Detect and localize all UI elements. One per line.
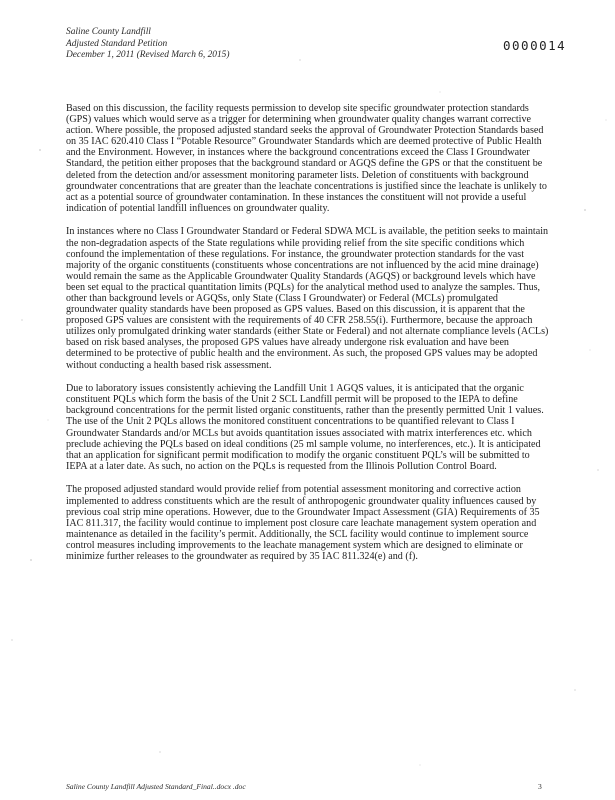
document-header [66,27,230,62]
footer-page-number: 3 [538,782,542,791]
paragraph-non-degradation: In instances where no Class I Groundwater Standard or Federal SDWA MCL is available, the petition seeks to maintain the non-degradation aspects of the State regulations while providing relief from the site specific conditions which confound the implementation of these regulations. For instance, the groundwater protection standards for the vast majority of the organic constituents (constituents whose concentrations are not influenced by the acid mine drainage) would remain the same as the Applicable Groundwater Quality Standards (AGQS) or background levels which have been set equal to the practical quantitation limits (PQLs) for the analytical method used to analyze the samples. Thus, other than background levels or AGQSs, only State (Class I Groundwater) or Federal (MCLs) promulgated groundwater quality standards have been proposed as GPS values. Based on this discussion, it is apparent that the proposed GPS values are consistent with the requirements of 40 CFR 258.55(i). Furthermore, because the approach utilizes only promulgated drinking water standards (either State or Federal) and not alternate compliance levels (ACLs) based on risk based analyses, the proposed GPS values have already undergone risk evaluation and have been determined to be protective of public health and the environment. As such, the proposed GPS values may be adopted without conducting a health based risk assessment. [66,226,549,371]
footer-filename: Saline County Landfill Adjusted Standard_Final..docx .doc [66,782,246,791]
paragraph-gps-values: Based on this discussion, the facility requests permission to develop site specific groundwater protection standards (GPS) values which would serve as a trigger for determining when groundwater quality changes warrant corrective action. Where possible, the proposed adjusted standard seeks the approval of Groundwater Protection Standards based on 35 IAC 620.410 Class I “Potable Resource” Groundwater Standards which are deemed protective of Public Health and the Environment. However, in instances where the background concentrations exceed the Class I Groundwater Standard, the petition either proposes that the background standard or AGQS define the GPS or that the constituent be deleted from the detection and/or assessment monitoring parameter lists. Deletion of constituents with background groundwater concentrations that are greater than the leachate concentrations is justified since the leachate is unlikely to act as a potential source of groundwater contamination. In these instances the constituent will not provide a useful indication of potential landfill influences on groundwater quality. [66,103,547,214]
paragraph-laboratory-pqls: Due to laboratory issues consistently achieving the Landfill Unit 1 AGQS values, it is anticipated that the organic constituent PQLs which form the basis of the Unit 2 SCL Landfill permit will be proposed to the IEPA to define background concentrations for the permit listed organic constituents, rather than the presently permitted Unit 1 values. The use of the Unit 2 PQLs allows the monitored constituent concentrations to be quantified relevant to Class I Groundwater Standards and/or MCLs but avoids quantitation issues associated with matrix interferences etc. which preclude achieving the PQLs based on ideal conditions (25 ml sample volume, no interferences, etc.). It is anticipated that an application for significant permit modification to modify the organic constituent PQL’s will be submitted to IEPA at a later date. As such, no action on the PQLs is requested from the Illinois Pollution Control Board. [66,383,544,472]
header-facility: Saline County Landfill [66,27,151,37]
header-document-title: Adjusted Standard Petition [66,38,168,49]
paragraph-relief-corrective-action: The proposed adjusted standard would provide relief from potential assessment monitoring and corrective action implemented to address constituents which are the result of anthropogenic groundwater quality influences caused by previous coal strip mine operations. However, due to the Groundwater Impact Assessment (GIA) Requirements of 35 IAC 811.317, the facility would continue to implement post closure care leachate management system operation and maintenance as detailed in the facility’s permit. Additionally, the SCL facility would continue to implement source control measures including improvements to the leachate management system which are designed to eliminate or minimize further releases to the groundwater as required by 35 IAC 811.324(e) and (f). [66,484,540,562]
document-body [66,103,549,575]
header-date: December 1, 2011 (Revised March 6, 2015) [66,50,230,60]
page-identifier: 0000014 [503,38,567,53]
